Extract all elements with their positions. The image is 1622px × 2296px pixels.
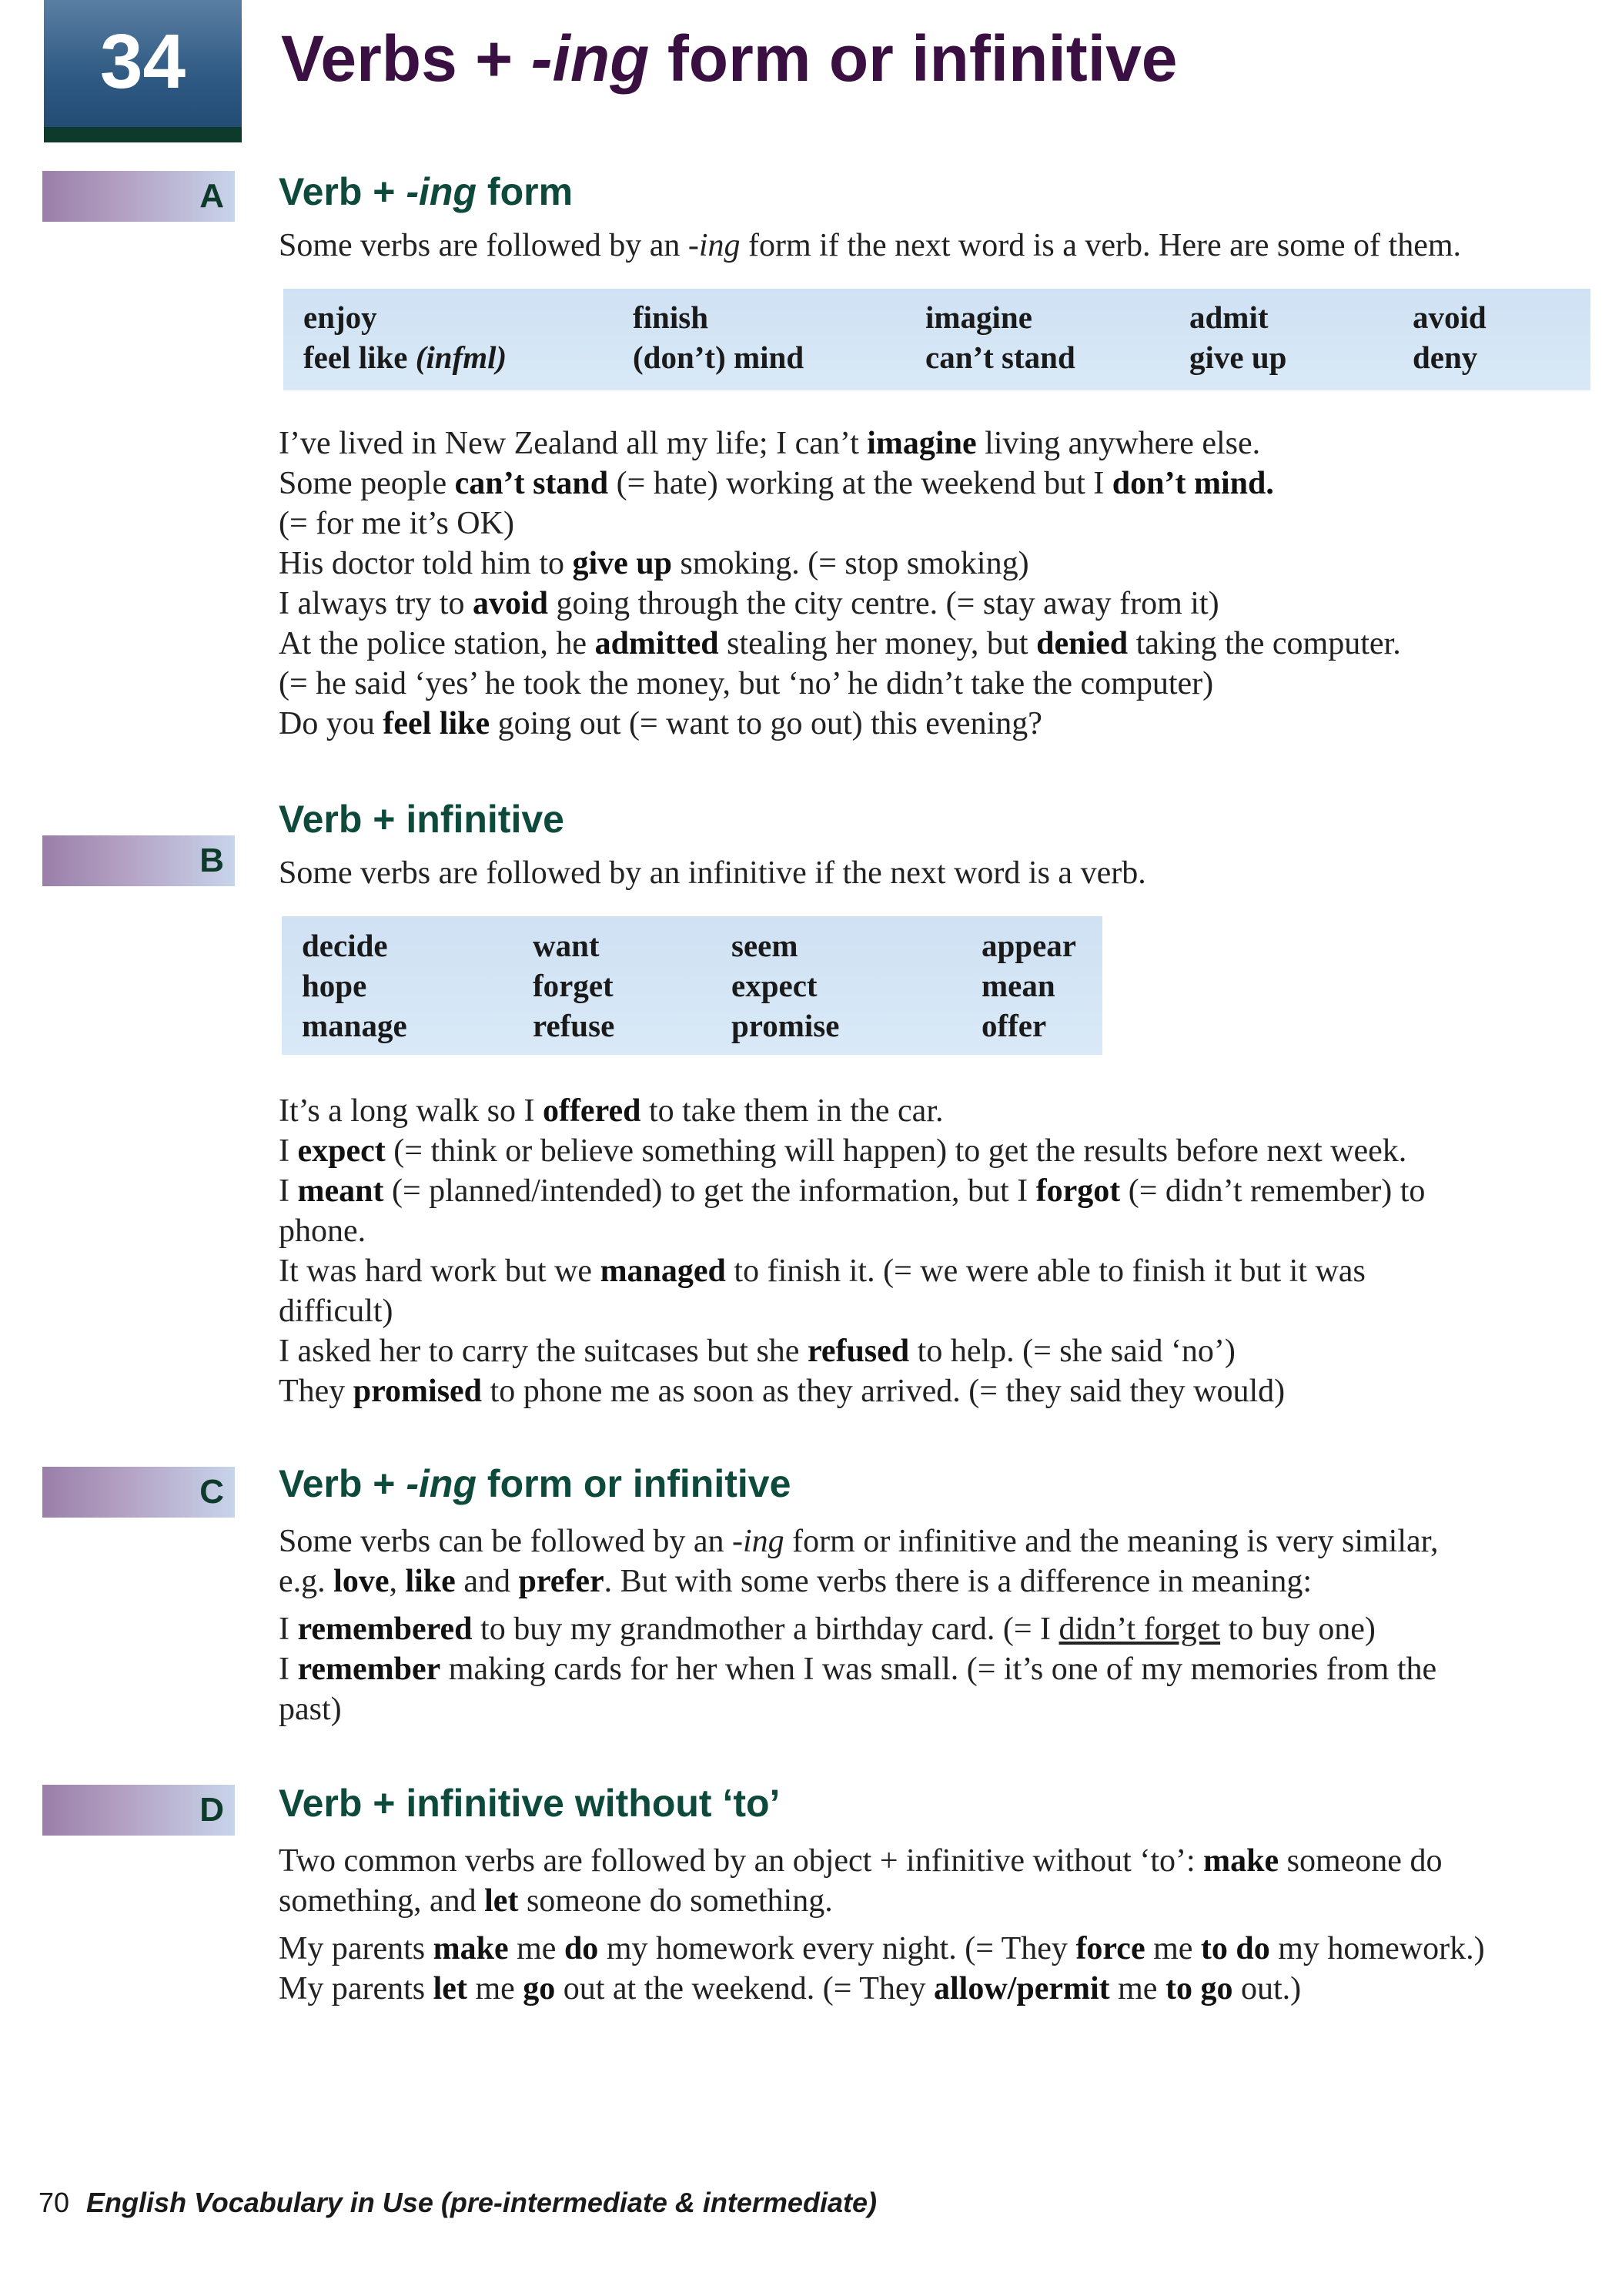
section-c-tab: C (42, 1467, 235, 1518)
heading-ing: -ing (406, 170, 477, 213)
text-ing: -ing (687, 228, 741, 263)
page-footer (38, 2187, 877, 2219)
example-line: It’s a long walk so I offered to take them in the car. (279, 1093, 944, 1129)
page-number: 70 (38, 2187, 70, 2218)
unit-title-ing: -ing (530, 22, 650, 95)
verb-item: enjoy (303, 300, 377, 335)
verb-item: appear (982, 928, 1076, 963)
example-line: My parents make me do my homework every night. (= They force me to do my homework.) (279, 1931, 1485, 1966)
example-line: I expect (= think or believe something will happen) to get the results before next week. (279, 1133, 1407, 1169)
section-d-tab: D (42, 1785, 235, 1836)
example-line: I’ve lived in New Zealand all my life; I can’t imagine living anywhere else. (279, 426, 1261, 461)
infml-label: (infml) (415, 340, 507, 375)
section-b-intro: Some verbs are followed by an infinitive if the next word is a verb. (279, 855, 1146, 891)
verb-item: refuse (533, 1008, 615, 1043)
example-line: (= he said ‘yes’ he took the money, but ‘no’ he didn’t take the computer) (279, 666, 1214, 701)
heading-part: Verb + (279, 1462, 406, 1505)
verb-item: finish (633, 300, 708, 335)
example-line: e.g. love, like and prefer. But with some verbs there is a difference in meaning: (279, 1564, 1313, 1599)
section-b-tab: B (42, 835, 235, 886)
text-part: form if the next word is a verb. Here are some of them. (740, 228, 1462, 263)
verb-item: want (533, 928, 600, 963)
verb-item: expect (731, 968, 818, 1003)
section-a-heading (279, 169, 573, 214)
heading-part: Verb + (279, 170, 406, 213)
unit-title-part: Verbs + (281, 22, 531, 95)
heading-ing: -ing (406, 1462, 477, 1505)
text-part: Some verbs are followed by an (279, 228, 688, 263)
verb-text: feel like (303, 340, 408, 375)
example-line: I meant (= planned/intended) to get the information, but I forgot (= didn’t remember) to (279, 1173, 1426, 1209)
verb-item: offer (982, 1008, 1047, 1043)
example-line: My parents let me go out at the weekend. (= They allow/permit me to go out.) (279, 1971, 1302, 2006)
unit-number-badge: 34 (44, 0, 242, 142)
book-title: English Vocabulary in Use (pre-intermediate & intermediate) (86, 2187, 877, 2218)
example-line: Some verbs can be followed by an -ing form or infinitive and the meaning is very similar, (279, 1524, 1439, 1559)
heading-part: form or infinitive (477, 1462, 791, 1505)
section-a-tab: A (42, 171, 235, 222)
verb-item: give up (1189, 340, 1287, 375)
example-line: something, and let someone do something. (279, 1883, 833, 1919)
example-line: Two common verbs are followed by an object + infinitive without ‘to’: make someone do (279, 1843, 1443, 1879)
verb-item: seem (731, 928, 798, 963)
verb-item: imagine (925, 300, 1032, 335)
section-c-heading (279, 1461, 791, 1506)
example-line: I remembered to buy my grandmother a birthday card. (= I didn’t forget to buy one) (279, 1612, 1376, 1647)
section-d-heading: Verb + infinitive without ‘to’ (279, 1782, 781, 1825)
verb-item: mean (982, 968, 1055, 1003)
example-line: (= for me it’s OK) (279, 506, 514, 541)
verb-item: hope (302, 968, 367, 1003)
example-line: I always try to avoid going through the city centre. (= stay away from it) (279, 586, 1219, 621)
heading-part: form (477, 170, 574, 213)
unit-title (281, 22, 1178, 96)
section-a-intro (279, 226, 1461, 266)
example-line: I asked her to carry the suitcases but she refused to help. (= she said ‘no’) (279, 1334, 1236, 1369)
example-line: Do you feel like going out (= want to go out) this evening? (279, 706, 1042, 741)
example-line: His doctor told him to give up smoking. (= stop smoking) (279, 546, 1029, 581)
unit-title-part: form or infinitive (649, 22, 1178, 95)
verb-item: forget (533, 968, 614, 1003)
verb-item: deny (1413, 340, 1478, 375)
example-line: past) (279, 1692, 342, 1727)
example-line: They promised to phone me as soon as they arrived. (= they said they would) (279, 1374, 1286, 1409)
example-line: I remember making cards for her when I was small. (= it’s one of my memories from the (279, 1652, 1437, 1687)
example-line: phone. (279, 1213, 366, 1249)
example-line: At the police station, he admitted stealing her money, but denied taking the computer. (279, 626, 1401, 661)
verb-item: promise (731, 1008, 840, 1043)
verb-item: can’t stand (925, 340, 1075, 375)
verb-item: decide (302, 928, 388, 963)
example-line: difficult) (279, 1294, 393, 1329)
verb-item (303, 339, 507, 376)
section-b-heading: Verb + infinitive (279, 798, 564, 841)
verb-item: manage (302, 1008, 407, 1043)
example-line: Some people can’t stand (= hate) working at the weekend but I don’t mind. (279, 466, 1274, 501)
verb-item: admit (1189, 300, 1269, 335)
verb-item: (don’t) mind (633, 340, 804, 375)
example-line: It was hard work but we managed to finish it. (= we were able to finish it but it was (279, 1253, 1366, 1289)
verb-item: avoid (1413, 300, 1487, 335)
